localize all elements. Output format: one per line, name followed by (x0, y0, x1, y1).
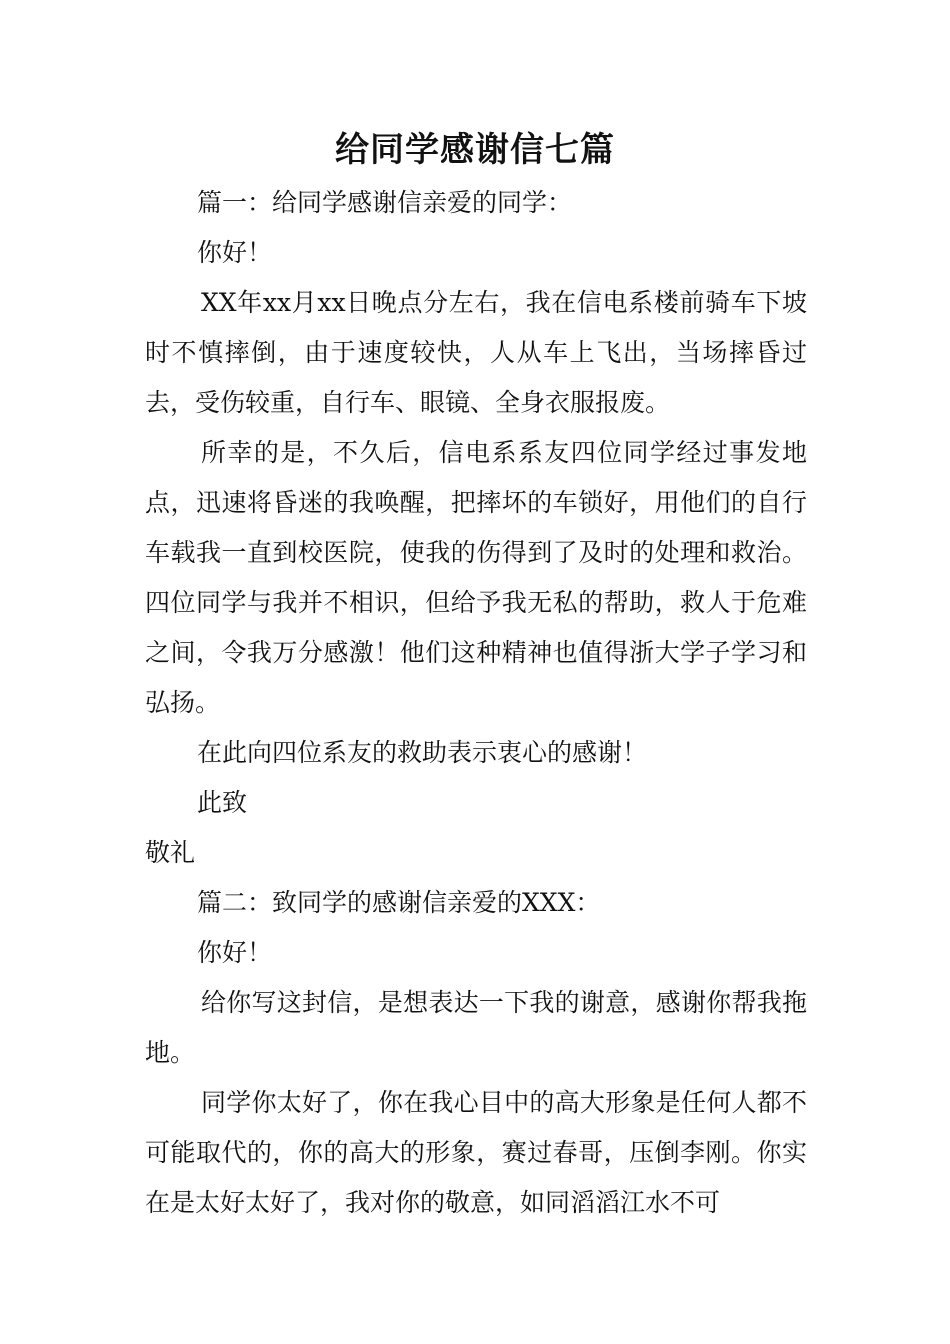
closing-salutation: 此致 (197, 788, 248, 817)
greeting-two: 你好！ (197, 938, 273, 967)
paragraph-thanks: 在此向四位系友的救助表示衷心的感谢！ (197, 738, 648, 767)
paragraph-rescue: 所幸的是，不久后，信电系系友四位同学经过事发地点，迅速将昏迷的我唤醒，把摔坏的车锁好，用他们的自行车载我一直到校医院，使我的伤得到了及时的处理和救治。四位同学与我并不相识，但给予我无私的帮助，救人于危难之间，令我万分感激！他们这种精神也值得浙大学子学习和弘扬。 (145, 438, 807, 717)
closing-regards: 敬礼 (145, 838, 196, 867)
paragraph-praise: 同学你太好了，你在我心目中的高大形象是任何人都不可能取代的，你的高大的形象，赛过春哥，压倒李刚。你实在是太好太好了，我对你的敬意，如同滔滔江水不可 (145, 1088, 807, 1217)
paragraph-accident: XX年xx月xx日晚点分左右，我在信电系楼前骑车下坡时不慎摔倒，由于速度较快，人从车上飞出，当场摔昏过去，受伤较重，自行车、眼镜、全身衣服报废。 (145, 288, 807, 417)
greeting: 你好！ (197, 238, 273, 267)
paragraph-mopping: 给你写这封信，是想表达一下我的谢意，感谢你帮我拖地。 (145, 988, 807, 1067)
document-body (145, 178, 807, 1228)
section-two-heading: 篇二：致同学的感谢信亲爱的XXX： (197, 888, 601, 917)
document-title: 给同学感谢信七篇 (335, 130, 615, 170)
section-one-heading: 篇一：给同学感谢信亲爱的同学： (197, 188, 573, 217)
